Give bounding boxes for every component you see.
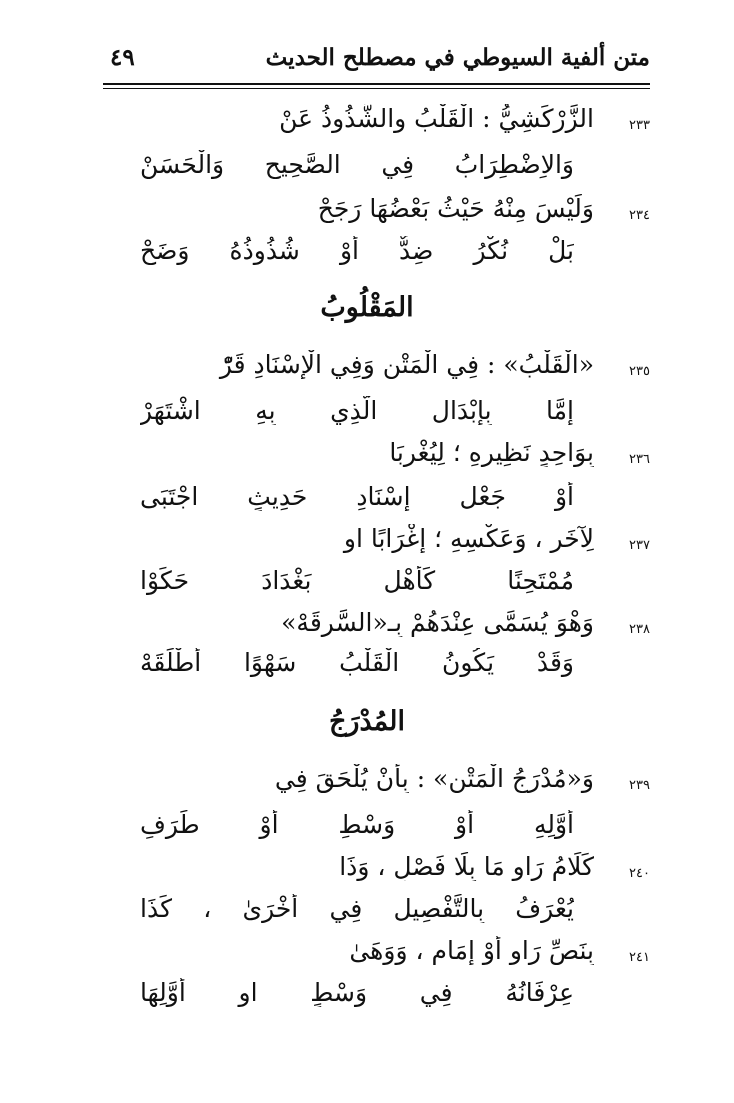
header-rule-thick bbox=[103, 83, 650, 85]
verse-first-hemistich: «الْقَلْبُ» : فِي الْمَتْنِ وَفِي الْإِسْنَادِ قَرّْ bbox=[219, 350, 594, 379]
verse-second-hemistich: إِمَّا بِإِبْدَالِ الَّذِي بِهِ اشْتَهَرْ bbox=[140, 396, 574, 425]
verse-first-hemistich: وَهْوَ يُسَمَّى عِنْدَهُمْ بِـ«السَّرِقَهْ» bbox=[281, 608, 594, 637]
verse-second-hemistich: عِرْفَانُهُ فِي وَسْطٍ او أَوَّلِهَا bbox=[140, 978, 574, 1007]
section-heading-maqlub: المَقْلُوبُ bbox=[320, 292, 414, 323]
verse-number: ٢٣٤ bbox=[629, 208, 650, 223]
verse-number: ٢٣٥ bbox=[629, 364, 650, 379]
verse-number: ٢٣٨ bbox=[629, 622, 650, 637]
verse-first-hemistich: بِنَصِّ رَاوٍ أَوْ إِمَامٍ ، وَوَهَىٰ bbox=[349, 936, 594, 965]
verse-second-hemistich: أَوَّلِهِ أَوْ وَسْطِ أَوْ طَرَفِ bbox=[140, 810, 574, 839]
verse-first-hemistich: كَلَامُ رَاوٍ مَا بِلَا فَصْلٍ ، وَذَا bbox=[339, 852, 594, 881]
verse-number: ٢٣٣ bbox=[629, 118, 650, 133]
verse-first-hemistich: لِآخَرٍ ، وَعَكْسِهِ ؛ إِغْرَابًا او bbox=[343, 524, 594, 553]
verse-second-hemistich: أَوْ جَعْلِ إِسْنَادِ حَدِيثٍ اجْتَبَى bbox=[140, 482, 574, 511]
verse-number: ٢٣٦ bbox=[629, 452, 650, 467]
verse-number: ٢٣٩ bbox=[629, 778, 650, 793]
verse-first-hemistich: وَلَيْسَ مِنْهُ حَيْثُ بَعْضُهَا رَجَحْ bbox=[317, 194, 594, 223]
page-number: ٤٩ bbox=[110, 44, 135, 71]
verse-first-hemistich: وَ«مُدْرَجُ الْمَتْنِ» : بِأَنْ يُلْحَقَ فِي bbox=[274, 764, 594, 793]
running-title: متن ألفية السيوطي في مصطلح الحديث bbox=[265, 44, 650, 71]
verse-number: ٢٤٠ bbox=[629, 866, 650, 881]
verse-second-hemistich: وَقَدْ يَكُونُ الْقَلْبُ سَهْوًا أَطْلَقَهْ bbox=[140, 648, 574, 677]
verse-second-hemistich: وَالاِضْطِرَابُ فِي الصَّحِيحِ وَالْحَسَنْ bbox=[140, 150, 574, 179]
verse-first-hemistich: بِوَاحِدٍ نَظِيرِهِ ؛ لِيُغْرِبَا bbox=[389, 438, 594, 467]
verse-second-hemistich: بَلْ نُكْرُ ضِدٌّ أَوْ شُذُوذُهُ وَضَحْ bbox=[140, 236, 574, 265]
header-rule-thin bbox=[103, 88, 650, 89]
verse-second-hemistich: يُعْرَفُ بِالتَّفْصِيلِ فِي أُخْرَىٰ ، كَذَا bbox=[140, 894, 574, 923]
page-header bbox=[110, 44, 650, 78]
verse-second-hemistich: مُمْتَحِنًا كَأَهْلِ بَغْدَادَ حَكَوْا bbox=[140, 566, 574, 595]
verse-number: ٢٤١ bbox=[629, 950, 650, 965]
section-heading-mudraj: المُدْرَجُ bbox=[329, 706, 405, 737]
verse-first-hemistich: الزَّرْكَشِيُّ : الْقَلْبُ والشُّذُوذُ عَنْ bbox=[279, 104, 594, 133]
verse-number: ٢٣٧ bbox=[629, 538, 650, 553]
